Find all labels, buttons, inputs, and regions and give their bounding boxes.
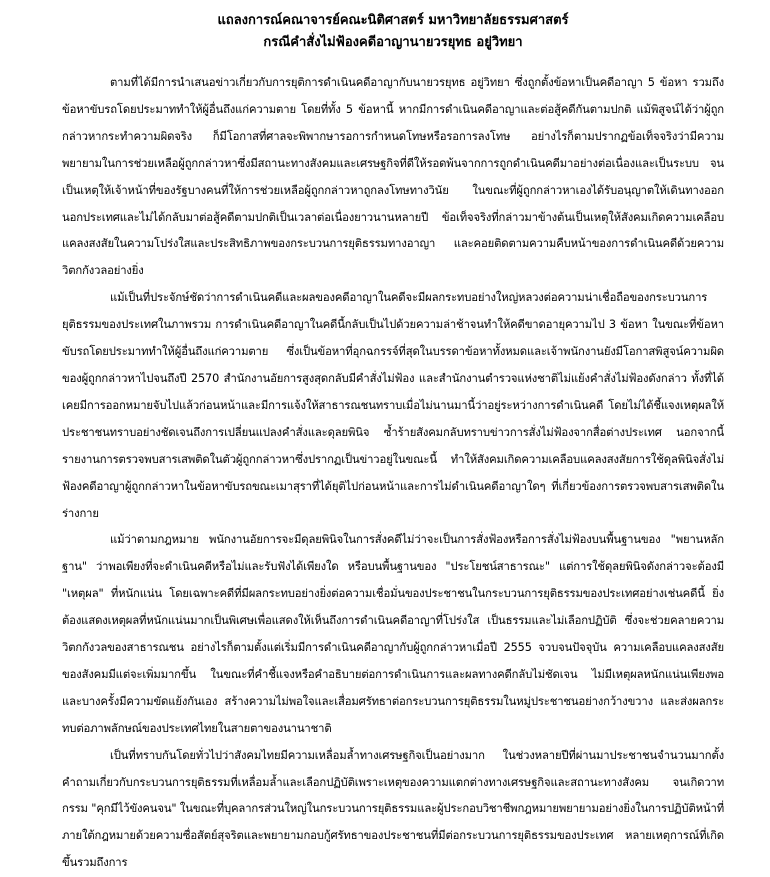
- paragraph-4: เป็นที่ทราบกันโดยทั่วไปว่าสังคมไทยมีความเหลื่อมล้ำทางเศรษฐกิจเป็นอย่างมาก ในช่วงหลายปีที่ผ่านมาประชาชนจำนวนมากตั้งคำถามเกี่ยวกับกระบวนการยุติธรรมที่เหลื่อมล้ำและเลือกปฏิบัติเพราะเหตุของความแตกต่างทางเศรษฐกิจและสถานะทางสังคม จนเกิดวาทกรรม "คุกมีไว้ขังคนจน" ในขณะที่บุคลากรส่วนใหญ่ในกระบวนการยุติธรรมและผู้ประกอบวิชาชีพกฎหมายพยายามอย่างยิ่งในการปฏิบัติหน้าที่ภายใต้กฎหมายด้วยความซื่อสัตย์สุจริตและพยายามกอบกู้ศรัทธาของประชาชนที่มีต่อกระบวนการยุติธรรมของประเทศ หลายเหตุการณ์ที่เกิดขึ้นรวมถึงการ: [62, 748, 724, 870]
- document-header: [62, 10, 724, 54]
- paragraph-3: แม้ว่าตามกฎหมาย พนักงานอัยการจะมีดุลยพินิจในการสั่งคดีไม่ว่าจะเป็นการสั่งฟ้องหรือการสั่งไม่ฟ้องบนพื้นฐานของ "พยานหลักฐาน" ว่าพอเพียงที่จะดำเนินคดีหรือไม่และรับฟังได้เพียงใด หรือบนพื้นฐานของ "ประโยชน์สาธารณะ" แต่การใช้ดุลยพินิจดังกล่าวจะต้องมี "เหตุผล" ที่หนักแน่น โดยเฉพาะคดีที่มีผลกระทบอย่างยิ่งต่อความเชื่อมั่นของประชาชนในกระบวนการยุติธรรมของประเทศอย่างเช่นคดีนี้ ยิ่งต้องแสดงเหตุผลที่หนักแน่นมากเป็นพิเศษเพื่อแสดงให้เห็นถึงการดำเนินคดีอาญาที่โปร่งใส เป็นธรรมและไม่เลือกปฏิบัติ ซึ่งจะช่วยคลายความวิตกกังวลของสาธารณชน อย่างไรก็ตามตั้งแต่เริ่มมีการดำเนินคดีอาญากับผู้ถูกกล่าวหาเมื่อปี 2555 จวบจนปัจจุบัน ความเคลือบแคลงสงสัยของสังคมมีแต่จะเพิ่มมากขึ้น ในขณะที่คำชี้แจงหรือคำอธิบายต่อการดำเนินการและผลทางคดีกลับไม่ชัดเจน ไม่มีเหตุผลหนักแน่นเพียงพอ และบางครั้งมีความขัดแย้งกันเอง สร้างความไม่พอใจและเสื่อมศรัทธาต่อกระบวนการยุติธรรมในหมู่ประชาชนอย่างกว้างขวาง และส่งผลกระทบต่อภาพลักษณ์ของประเทศไทยในสายตาของนานาชาติ: [62, 533, 724, 735]
- paragraph-2: แม้เป็นที่ประจักษ์ชัดว่าการดำเนินคดีและผลของคดีอาญาในคดีจะมีผลกระทบอย่างใหญ่หลวงต่อความน่าเชื่อถือของกระบวนการยุติธรรมของประเทศในภาพรวม การดำเนินคดีอาญาในคดีนี้กลับเป็นไปด้วยความล่าช้าจนทำให้คดีขาดอายุความไป 3 ข้อหา ในขณะที่ข้อหาขับรถโดยประมาททำให้ผู้อื่นถึงแก่ความตาย ซึ่งเป็นข้อหาที่อุกฉกรรจ์ที่สุดในบรรดาข้อหาทั้งหมดและเจ้าพนักงานยังมีโอกาสพิสูจน์ความผิดของผู้ถูกกล่าวหาไปจนถึงปี 2570 สำนักงานอัยการสูงสุดกลับมีคำสั่งไม่ฟ้อง และสำนักงานตำรวจแห่งชาติไม่แย้งคำสั่งไม่ฟ้องดังกล่าว ทั้งที่ได้เคยมีการออกหมายจับไปแล้วก่อนหน้าและมีการแจ้งให้สาธารณชนทราบเมื่อไม่นานมานี้ว่าอยู่ระหว่างการดำเนินคดี โดยไม่ได้ชี้แจงเหตุผลให้ประชาชนทราบอย่างชัดเจนถึงการเปลี่ยนแปลงคำสั่งและดุลยพินิจ ซ้ำร้ายสังคมกลับทราบข่าวการสั่งไม่ฟ้องจากสื่อต่างประเทศ นอกจากนี้รายงานการตรวจพบสารเสพติดในตัวผู้ถูกกล่าวหาซึ่งปรากฏเป็นข่าวอยู่ในขณะนี้ ทำให้สังคมเกิดความเคลือบแคลงสงสัยการใช้ดุลพินิจสั่งไม่ฟ้องคดีอาญาผู้ถูกกล่าวหาในข้อหาขับรถขณะเมาสุราที่ได้ยุติไปก่อนหน้าและการไม่ดำเนินคดีอาญาใดๆ ที่เกี่ยวข้องการตรวจพบสารเสพติดในร่างกาย: [62, 291, 724, 520]
- document-title-line-1: แถลงการณ์คณาจารย์คณะนิติศาสตร์ มหาวิทยาลัยธรรมศาสตร์: [217, 13, 569, 28]
- document-body: [62, 70, 724, 877]
- document-title-line-2: กรณีคำสั่งไม่ฟ้องคดีอาญานายวรยุทธ อยู่วิทยา: [263, 35, 523, 50]
- paragraph-1: ตามที่ได้มีการนำเสนอข่าวเกี่ยวกับการยุติการดำเนินคดีอาญากับนายวรยุทธ อยู่วิทยา ซึ่งถูกตั้งข้อหาเป็นคดีอาญา 5 ข้อหา รวมถึงข้อหาขับรถโดยประมาททำให้ผู้อื่นถึงแก่ความตาย โดยที่ทั้ง 5 ข้อหานี้ หากมีการดำเนินคดีอาญาและต่อสู้คดีกันตามปกติ แม้พิสูจน์ได้ว่าผู้ถูกกล่าวหากระทำความผิดจริง ก็มีโอกาสที่ศาลจะพิพากษารอการกำหนดโทษหรือรอการลงโทษ อย่างไรก็ตามปรากฏข้อเท็จจริงว่ามีความพยายามในการช่วยเหลือผู้ถูกกล่าวหาซึ่งมีสถานะทางสังคมและเศรษฐกิจที่ดีให้รอดพ้นจากการถูกดำเนินคดีมาอย่างต่อเนื่องและเป็นระบบ จนเป็นเหตุให้เจ้าหน้าที่ของรัฐบางคนที่ให้การช่วยเหลือผู้ถูกกล่าวหาถูกลงโทษทางวินัย ในขณะที่ผู้ถูกกล่าวหาเองได้รับอนุญาตให้เดินทางออกนอกประเทศและไม่ได้กลับมาต่อสู้คดีตามปกติเป็นเวลาต่อเนื่องยาวนานหลายปี ข้อเท็จจริงที่กล่าวมาข้างต้นเป็นเหตุให้สังคมเกิดความเคลือบแคลงสงสัยในความโปร่งใสและประสิทธิภาพของกระบวนการยุติธรรมทางอาญา และคอยติดตามความคืบหน้าของการดำเนินคดีด้วยความวิตกกังวลอย่างยิ่ง: [62, 76, 724, 278]
